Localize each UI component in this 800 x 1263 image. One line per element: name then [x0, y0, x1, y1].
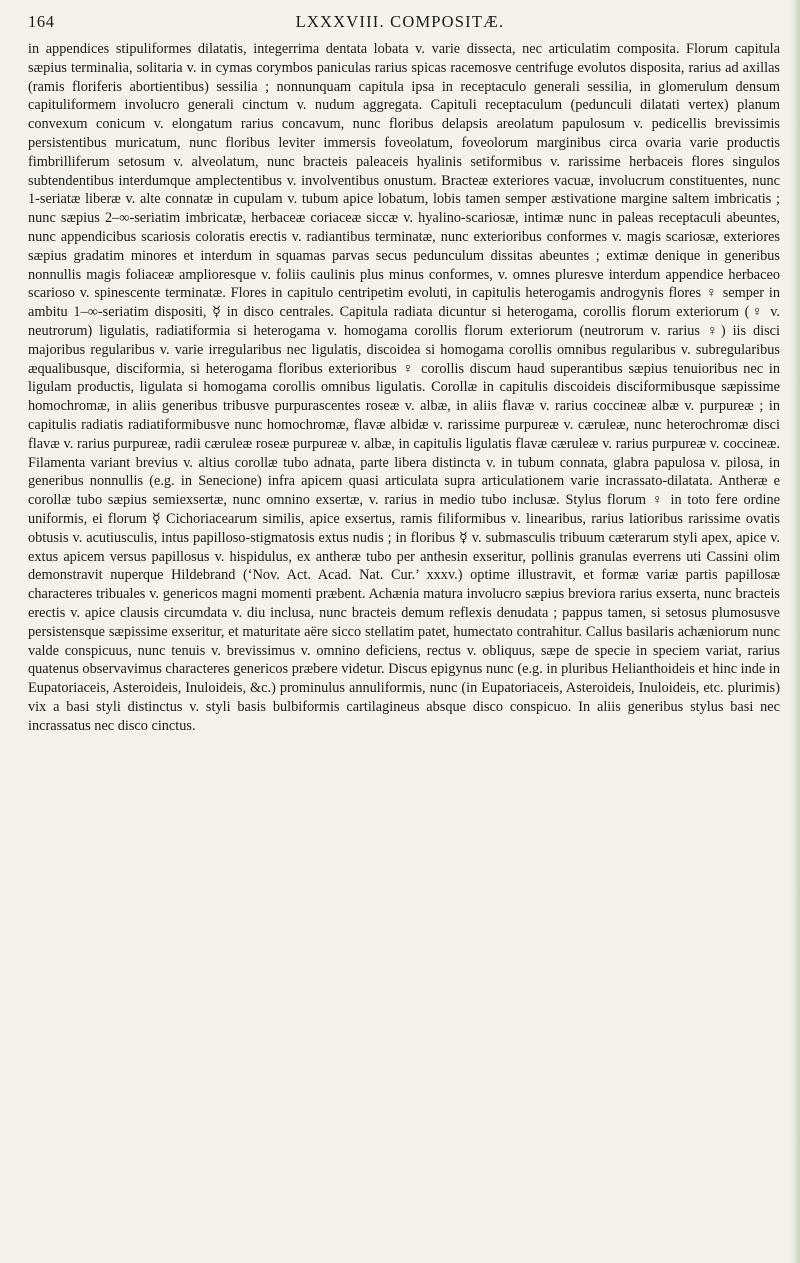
paragraph: in appendices stipuliformes dilatatis, integerrima dentata lobata v. varie dissecta, nec articulatim composita. Florum capitula sæpius terminalia, solitaria v. in cymas corymbos paniculas rarius spicas racemosve centrifuge evolutos disposita, rarius ad axillas (ramis floriferis abortientibus) sessilia ; nonnunquam capitula ipsa in receptaculo generali sessilia, in glomerulum densum capituliformem involucro generali cinctum v. nudum aggregata. Capituli receptaculum (pedunculi dilatati vertex) planum convexum conicum v. elongatum rarius concavum, nunc floribus delapsis areolatum papulosum v. pedicellis brevissimis persistentibus muricatum, nunc floribus leviter immersis foveolatum, foveolorum marginibus circa ovaria varie productis fimbrilliferum setosum v. alveolatum, nunc bracteis paleaceis hyalinis setiformibus v. rarissime herbaceis flores singulos subtendentibus interdumque amplectentibus v. involventibus onustum. Bracteæ exteriores vacuæ, involucrum constituentes, nunc 1-seriatæ liberæ v. alte connatæ in cupulam v. tubum apice lobatum, lobis tamen semper æstivatione margine saltem imbricatis ; nunc sæpius 2–∞-seriatim imbricatæ, herbaceæ coriaceæ siccæ v. hyalino-scariosæ, intimæ nunc in paleas receptaculi abeuntes, nunc appendicibus scariosis coloratis erectis v. radiantibus terminatæ, nunc exterioribus conformes v. magis scariosæ, exteriores sæpius gradatim minores et interdum in squamas parvas secus pedunculum dissitas abeuntes ; extimæ denique in generibus nonnullis magis foliaceæ amplioresque v. foliis caulinis plus minus conformes, v. omnes pluresve interdum appendice herbaceo scarioso v. spinescente terminatæ. Flores in capitulo centripetim evoluti, in capitulis heterogamis androgynis flores ♀ semper in ambitu 1–∞-seriatim dispositi, ☿ in disco centrales. Capitula radiata dicuntur si heterogama, corollis florum exteriorum (♀ v. neutrorum) ligulatis, radiatiformia si heterogama v. homogama corollis florum exteriorum (neutrorum v. rarius ♀) iis disci majoribus regularibus v. varie irregularibus nec ligulatis, discoidea si homogama corollis omnibus regularibus v. subregularibus æqualibusque, disciformia, si heterogama floribus exterioribus ♀ corollis discum haud superantibus sæpius tenuioribus nec in ligulam productis, ligulata si homogama corollis omnibus ligulatis. Corollæ in capitulis discoideis disciformibusque sæpissime homochromæ, in aliis generibus tribusve purpurascentes roseæ v. albæ, in aliis flavæ v. rarius coccineæ albæ v. purpureæ ; in capitulis radiatis radiatiformibusve nunc homochromæ, flavæ albidæ v. rarissime purpureæ v. cæruleæ, nunc heterochromæ disci flavæ v. rarius purpureæ, radii cæruleæ roseæ purpureæ v. albæ, in capitulis ligulatis flavæ cæruleæ v. rarius purpureæ v. coccineæ. Filamenta variant brevius v. altius corollæ tubo adnata, parte libera distincta v. in tubum connata, glabra papulosa v. pilosa, in generibus nonnullis (e.g. in Senecione) infra apicem quasi articulata supra articulationem varie incrassato-dilatata. Antheræ e corollæ tubo sæpius semiexsertæ, nunc omnino exsertæ, v. rarius in medio tubo inclusæ. Stylus florum ♀ in toto fere ordine uniformis, ei florum ☿ Cichoriacearum similis, apice exsertus, ramis filiformibus v. linearibus, rarius latioribus rarissime ovatis obtusis v. acutiusculis, intus papilloso-stigmatosis extus nudis ; in floribus ☿ v. submasculis tribuum cæterarum styli apex, apice v. extus apicem versus papillosus v. hispidulus, ex antheræ tubo per anthesin exseritur, pollinis granulas everrens uti Cassini olim demonstravit nuperque Hildebrand (‘Nov. Act. Acad. Nat. Cur.’ xxxv.) optime illustravit, et formæ variæ partis papillosæ characteres tribuales v. genericos magni momenti præbent. Achænia matura involucro sæpius breviora rarius exserta, nunc bracteis erectis v. apice clausis circumdata v. diu inclusa, nunc bracteis demum reflexis denudata ; pappus tamen, si setosus plumosusve persistensque sæpissime exseritur, et maturitate aëre sicco stellatim patet, humectato contrahitur. Callus basilaris achæniorum nunc valde conspicuus, nunc tenuis v. brevissimus v. omnino deficiens, rectus v. obliquus, sæpe de specie in speciem variat, rarius quatenus observavimus characteres genericos præbere videtur. Discus epigynus nunc (e.g. in pluribus Helianthoideis et hinc inde in Eupatoriaceis, Asteroideis, Inuloideis, &c.) prominulus annuliformis, nunc (in Eupatoriaceis, Asteroideis, Inuloideis, etc. plurimis) vix a basi styli distinctus v. styli basis bulbiformis cartilagineus absque disco conspicuo. In aliis generibus stylus basi nec incrassatus nec disco cinctus. — [28, 41, 780, 734]
page-number: 164 — [28, 12, 55, 31]
page-header — [0, 12, 800, 34]
page-edge — [790, 0, 800, 1263]
body-text — [28, 40, 780, 735]
running-head: LXXXVIII. COMPOSITÆ. — [295, 12, 505, 31]
